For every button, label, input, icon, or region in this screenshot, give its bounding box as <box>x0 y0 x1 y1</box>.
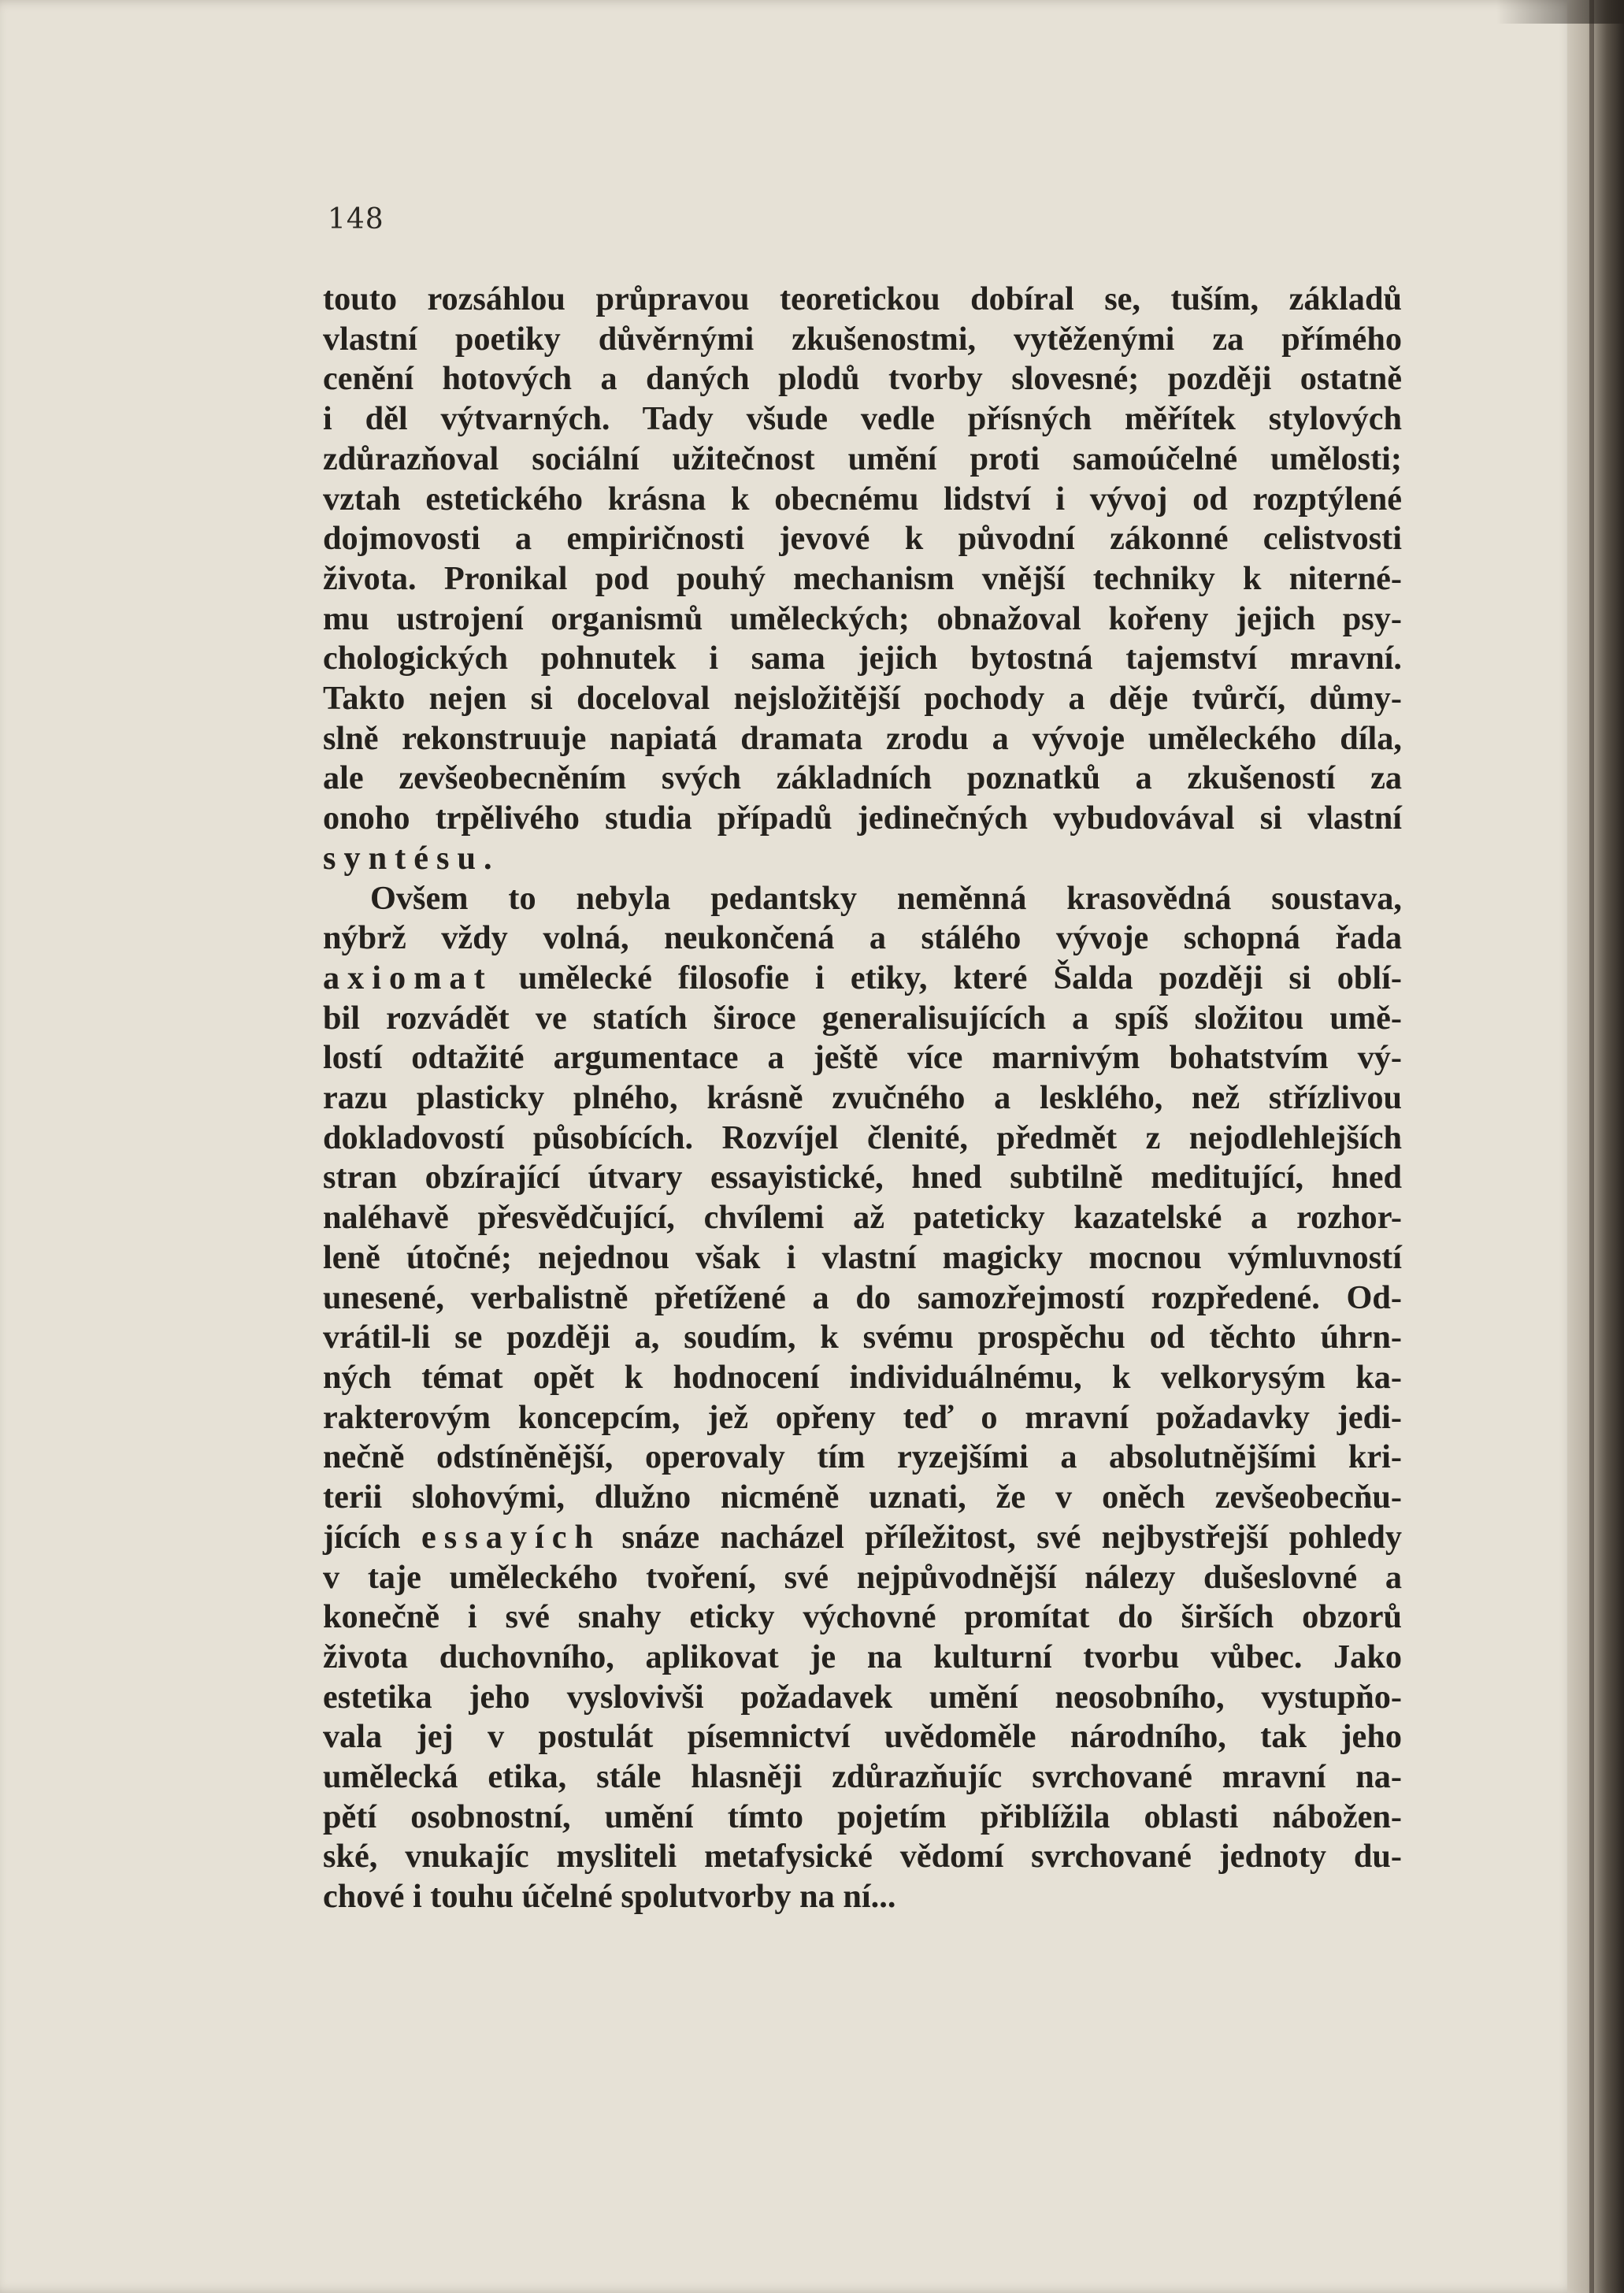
text-line: vala jej v postulát písemnictví uvědoměle národního, tak jeho <box>323 1718 1402 1756</box>
text-line: Ovšem to nebyla pedantsky neměnná krasovědná soustava, <box>370 879 1402 917</box>
text-line: ské, vnukajíc mysliteli metafysické vědomí svrchované jednoty du- <box>323 1838 1402 1876</box>
text-line: dojmovosti a empiričnosti jevové k původní zákonné celistvosti <box>323 520 1402 558</box>
text-line <box>323 1518 1402 1558</box>
text-line: stran obzírající útvary essayistické, hned subtilně meditující, hned <box>323 1159 1402 1197</box>
emphasized-word: essayích <box>421 1518 602 1556</box>
text-line <box>323 839 1402 879</box>
page-number: 148 <box>328 203 384 236</box>
text-line: nýbrž vždy volná, neukončená a stálého vývoje schopná řada <box>323 919 1402 957</box>
text-line: zdůrazňoval sociální užitečnost umění proti samoúčelné umělosti; <box>323 440 1402 477</box>
text-line: slně rekonstruuje napiatá dramata zrodu a vývoje uměleckého díla, <box>323 719 1402 757</box>
text-fragment: umělecké filosofie i etiky, které Šalda později si oblí- <box>492 959 1402 996</box>
text-line: onoho trpělivého studia případů jedinečných vybudovával si vlastní <box>323 800 1402 837</box>
text-line: razu plasticky plného, krásně zvučného a lesklého, než střízlivou <box>323 1079 1402 1117</box>
text-line: cenění hotových a daných plodů tvorby slovesné; později ostatně <box>323 360 1402 398</box>
text-line: vlastní poetiky důvěrnými zkušenostmi, vytěženými za přímého <box>323 320 1402 358</box>
text-line: ale zevšeobecněním svých základních poznatků a zkušeností za <box>323 759 1402 797</box>
text-line: mu ustrojení organismů uměleckých; obnažoval kořeny jejich psy- <box>323 599 1402 637</box>
book-spine <box>1567 0 1624 2293</box>
body-text <box>323 280 1402 1917</box>
text-line: vrátil-li se později a, soudím, k svému prospěchu od těchto úhrn- <box>323 1319 1402 1356</box>
text-line: konečně i své snahy eticky výchovné promítat do širších obzorů <box>323 1598 1402 1636</box>
emphasized-word: axiomat <box>323 959 493 996</box>
text-line: vztah estetického krásna k obecnému lidství i vývoj od rozptýlené <box>323 480 1402 518</box>
text-line: pětí osobnostní, umění tímto pojetím přiblížila oblasti nábožen- <box>323 1798 1402 1835</box>
page-edge-shadow <box>1496 0 1624 24</box>
text-line: života. Pronikal pod pouhý mechanism vnější techniky k niterné- <box>323 559 1402 597</box>
text-line: umělecká etika, stále hlasněji zdůrazňujíc svrchované mravní na- <box>323 1758 1402 1796</box>
text-fragment: snáze nacházel příležitost, své nejbystřejší pohledy <box>601 1518 1403 1556</box>
text-line: v taje uměleckého tvoření, své nejpůvodnější nálezy dušeslovné a <box>323 1558 1402 1596</box>
spine-shadow-line <box>1589 0 1594 2293</box>
text-line: touto rozsáhlou průpravou teoretickou dobíral se, tuším, základů <box>323 280 1402 317</box>
text-line: estetika jeho vyslovivši požadavek umění neosobního, vystupňo- <box>323 1678 1402 1716</box>
text-line: terii slohovými, dlužno nicméně uznati, že v oněch zevšeobecňu- <box>323 1479 1402 1516</box>
text-line: lostí odtažité argumentace a ještě více marnivým bohatstvím vý- <box>323 1039 1402 1077</box>
text-fragment: jících <box>323 1518 422 1556</box>
text-line: leně útočné; nejednou však i vlastní magicky mocnou výmluvností <box>323 1238 1402 1276</box>
text-line: bil rozvádět ve statích široce generalisujících a spíš složitou umě- <box>323 999 1402 1037</box>
text-line: rakterovým koncepcím, jež opřeny teď o mravní požadavky jedi- <box>323 1398 1402 1436</box>
text-line: unesené, verbalistně přetížené a do samozřejmostí rozpředené. Od- <box>323 1278 1402 1316</box>
text-line: chové i touhu účelné spolutvorby na ní... <box>323 1878 896 1916</box>
text-line <box>323 959 1402 999</box>
text-line: i děl výtvarných. Tady všude vedle přísných měřítek stylových <box>323 400 1402 438</box>
text-line: nečně odstíněnější, operovaly tím ryzejšími a absolutnějšími kri- <box>323 1438 1402 1476</box>
emphasized-word: syntésu <box>323 839 484 877</box>
text-line: Takto nejen si doceloval nejsložitější pochody a děje tvůrčí, důmy- <box>323 680 1402 718</box>
text-line: chologických pohnutek i sama jejich bytostná tajemství mravní. <box>323 640 1402 677</box>
text-line: naléhavě přesvědčující, chvílemi až pateticky kazatelské a rozhor- <box>323 1199 1402 1237</box>
text-line: ných témat opět k hodnocení individuálnému, k velkorysým ka- <box>323 1358 1402 1396</box>
text-line: života duchovního, aplikovat je na kulturní tvorbu vůbec. Jako <box>323 1638 1402 1675</box>
text-line: dokladovostí působících. Rozvíjel členité, předmět z nejodlehlejších <box>323 1119 1402 1156</box>
punctuation: . <box>483 839 492 877</box>
